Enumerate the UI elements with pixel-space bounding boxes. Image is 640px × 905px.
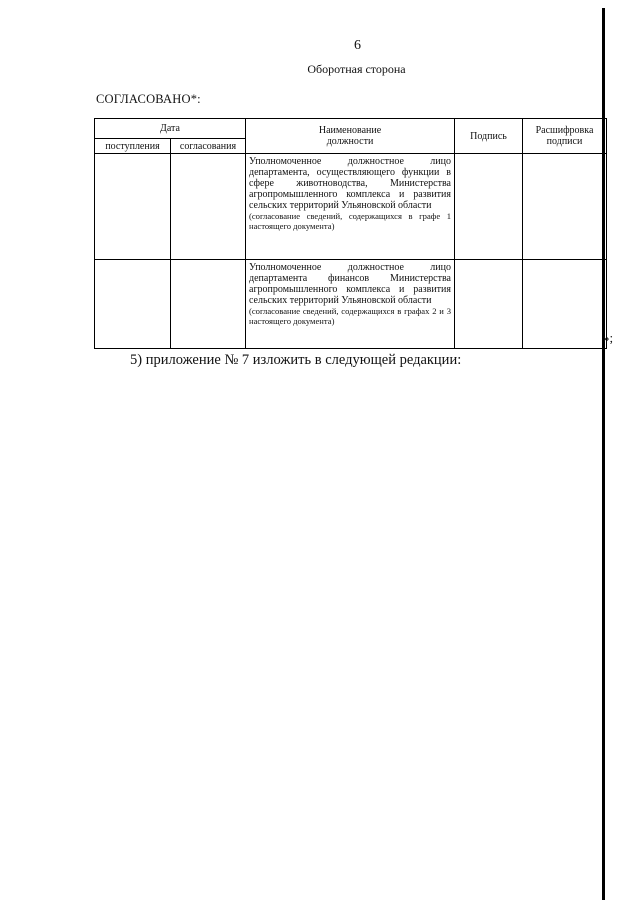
- table-row: [95, 154, 607, 260]
- cell-agreed: [171, 154, 246, 260]
- page-number: 6: [354, 38, 361, 53]
- page-subtitle: Оборотная сторона: [307, 62, 406, 76]
- header-decoding: [523, 119, 607, 154]
- cell-received: [95, 260, 171, 349]
- cell-position: [246, 260, 455, 349]
- cell-decoding: [523, 154, 607, 260]
- agreed-label: СОГЛАСОВАНО*:: [96, 92, 201, 106]
- cell-signature: [455, 154, 523, 260]
- position-note: (согласование сведений, содержащихся в графе 1 настоящего документа): [249, 211, 451, 231]
- header-signature: Подпись: [455, 119, 523, 154]
- header-position: [246, 119, 455, 154]
- closing-quote: »;: [603, 330, 614, 345]
- cell-signature: [455, 260, 523, 349]
- cell-decoding: [523, 260, 607, 349]
- header-position-line2: должности: [326, 136, 374, 147]
- cell-received: [95, 154, 171, 260]
- position-text: Уполномоченное должностное лицо департамента финансов Министерства агропромышленного комплекса и развития сельских территорий Ульяновской области: [249, 262, 451, 306]
- cell-position: [246, 154, 455, 260]
- header-decoding-line1: Расшифровка: [535, 125, 594, 136]
- position-note: (согласование сведений, содержащихся в графах 2 и 3 настоящего документа): [249, 306, 451, 326]
- position-text: Уполномоченное должностное лицо департамента, осуществляющего функции в сфере животноводства, Министерства агропромышленного комплекса и развития сельских территорий Ульяновской области: [249, 156, 451, 211]
- header-position-line1: Наименование: [318, 125, 382, 136]
- header-date-agreed: согласования: [171, 139, 246, 154]
- header-decoding-line2: подписи: [546, 136, 583, 147]
- header-date-received: поступления: [95, 139, 171, 154]
- approval-table: [94, 118, 607, 349]
- instruction-text: 5) приложение № 7 изложить в следующей редакции:: [130, 352, 462, 368]
- table-row: [95, 260, 607, 349]
- cell-agreed: [171, 260, 246, 349]
- table-header-row: [95, 119, 607, 139]
- header-date: Дата: [95, 119, 246, 139]
